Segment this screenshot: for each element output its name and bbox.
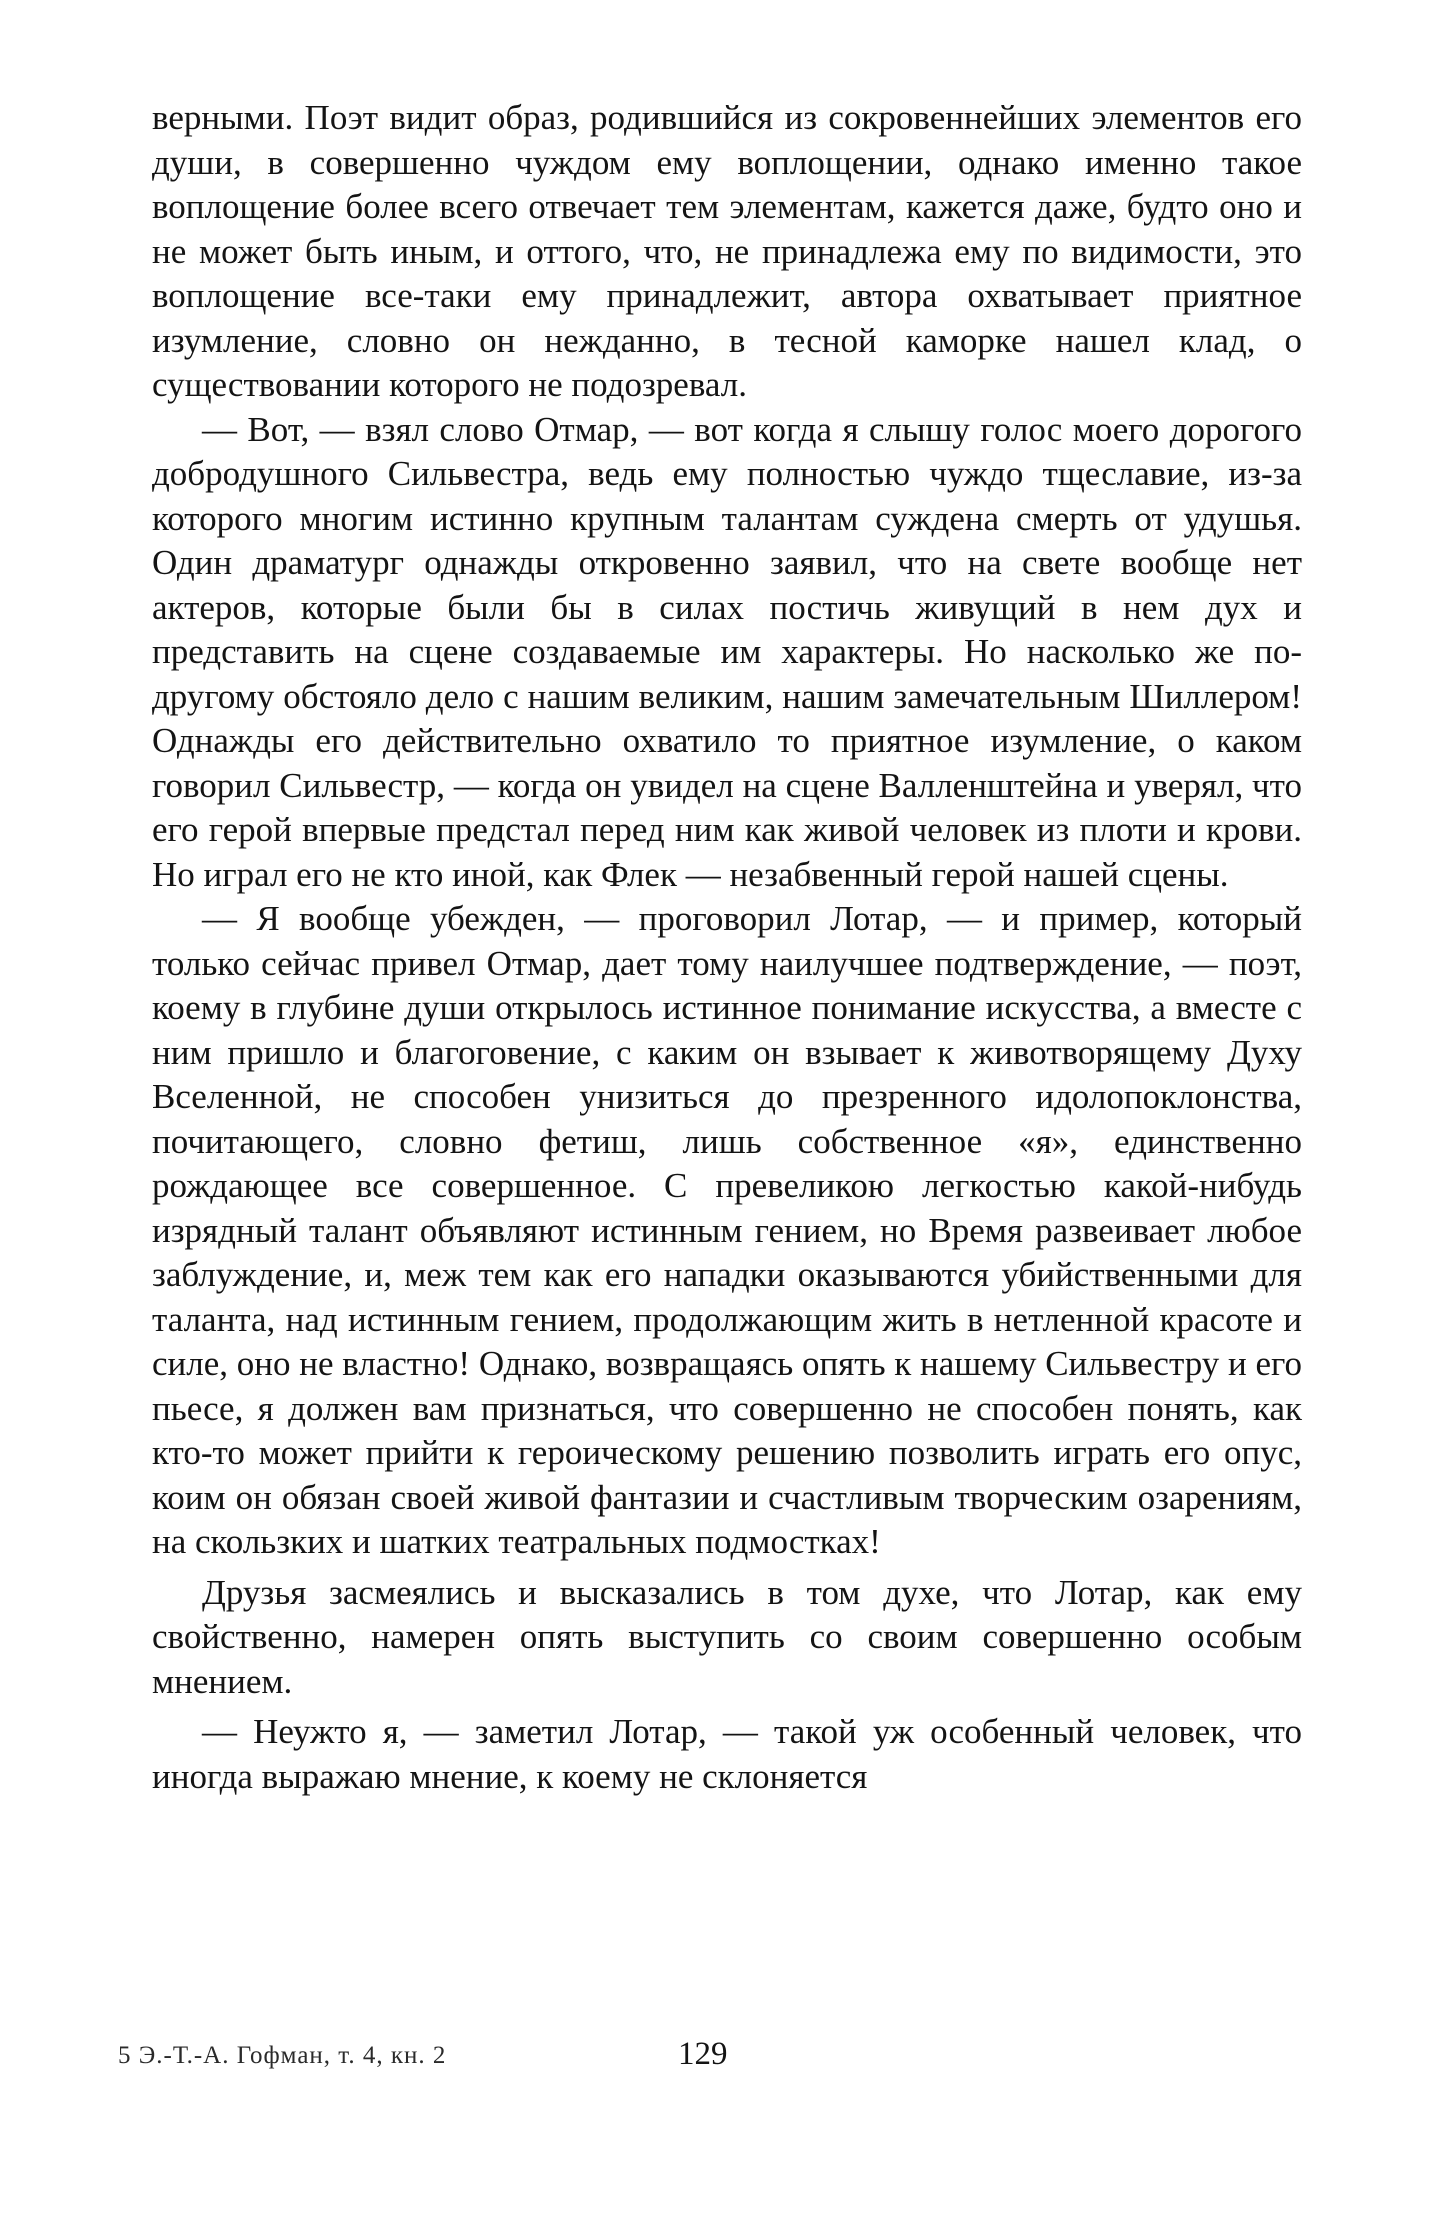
paragraph-otmar: — Вот, — взял слово Отмар, — вот когда я слышу голос моего дорогого добродушного Сильвестра, ведь ему полностью чуждо тщеславие, из-за которого многим истинно крупным талантам суждена смерть от удушья. Один драматург однажды откровенно заявил, что на свете вообще нет актеров, которые были бы в силах постичь живущий в нем дух и представить на сцене создаваемые им характеры. Но насколько же по-другому обстояло дело с нашим великим, нашим замечательным Шиллером! Однажды его действительно охватило то приятное изумление, о каком говорил Сильвестр, — когда он увидел на сцене Валленштейна и уверял, что его герой впервые предстал перед ним как живой человек из плоти и крови. Но играл его не кто иной, как Флек — незабвенный герой нашей сцены. — [152, 409, 1302, 894]
paragraph-lothar: — Я вообще убежден, — проговорил Лотар, — и пример, который только сейчас привел Отмар, дает тому наилучшее подтверждение, — поэт, коему в глубине души открылось истинное понимание искусства, а вместе с ним пришло и благоговение, с каким он взывает к животворящему Духу Вселенной, не способен унизиться до презренного идолопоклонства, почитающего, словно фетиш, лишь собственное «я», единственно рождающее все совершенное. С превеликою легкостью какой-нибудь изрядный талант объявляют истинным гением, но Время развеивает любое заблуждение, и, меж тем как его нападки оказываются убийственными для таланта, над истинным гением, продолжающим жить в нетленной красоте и силе, оно не властно! Однако, возвращаясь опять к нашему Сильвестру и его пьесе, я должен вам признаться, что совершенно не способен понять, как кто-то может прийти к героическому решению позволить играть его опус, коим он обязан своей живой фантазии и счастливым творческим озарениям, на скользких и шатких театральных подмостках! — [152, 899, 1302, 1561]
paragraph-lothar-reply: — Неужто я, — заметил Лотар, — такой уж особенный человек, что иногда выражаю мнение, к коему не склоняется — [152, 1712, 1302, 1796]
paragraph-continuation: верными. Поэт видит образ, родившийся из сокровеннейших элементов его души, в совершенно чуждом ему воплощении, однако именно такое воплощение более всего отвечает тем элементам, кажется даже, будто оно и не может быть иным, и оттого, что, не принадлежа ему по видимости, это воплощение все-таки ему принадлежит, автора охватывает приятное изумление, словно он нежданно, в тесной каморке нашел клад, о существовании которого не подозревал. — [152, 98, 1302, 404]
paragraph-friends: Друзья засмеялись и высказались в том духе, что Лотар, как ему свойственно, намерен опять выступить со своим совершенно особым мнением. — [152, 1572, 1302, 1701]
printer-signature: 5 Э.-Т.-А. Гофман, т. 4, кн. 2 — [118, 2042, 447, 2069]
page-footer — [118, 2036, 1298, 2080]
page-number: 129 — [678, 2036, 728, 2072]
body-text — [152, 96, 1302, 1799]
